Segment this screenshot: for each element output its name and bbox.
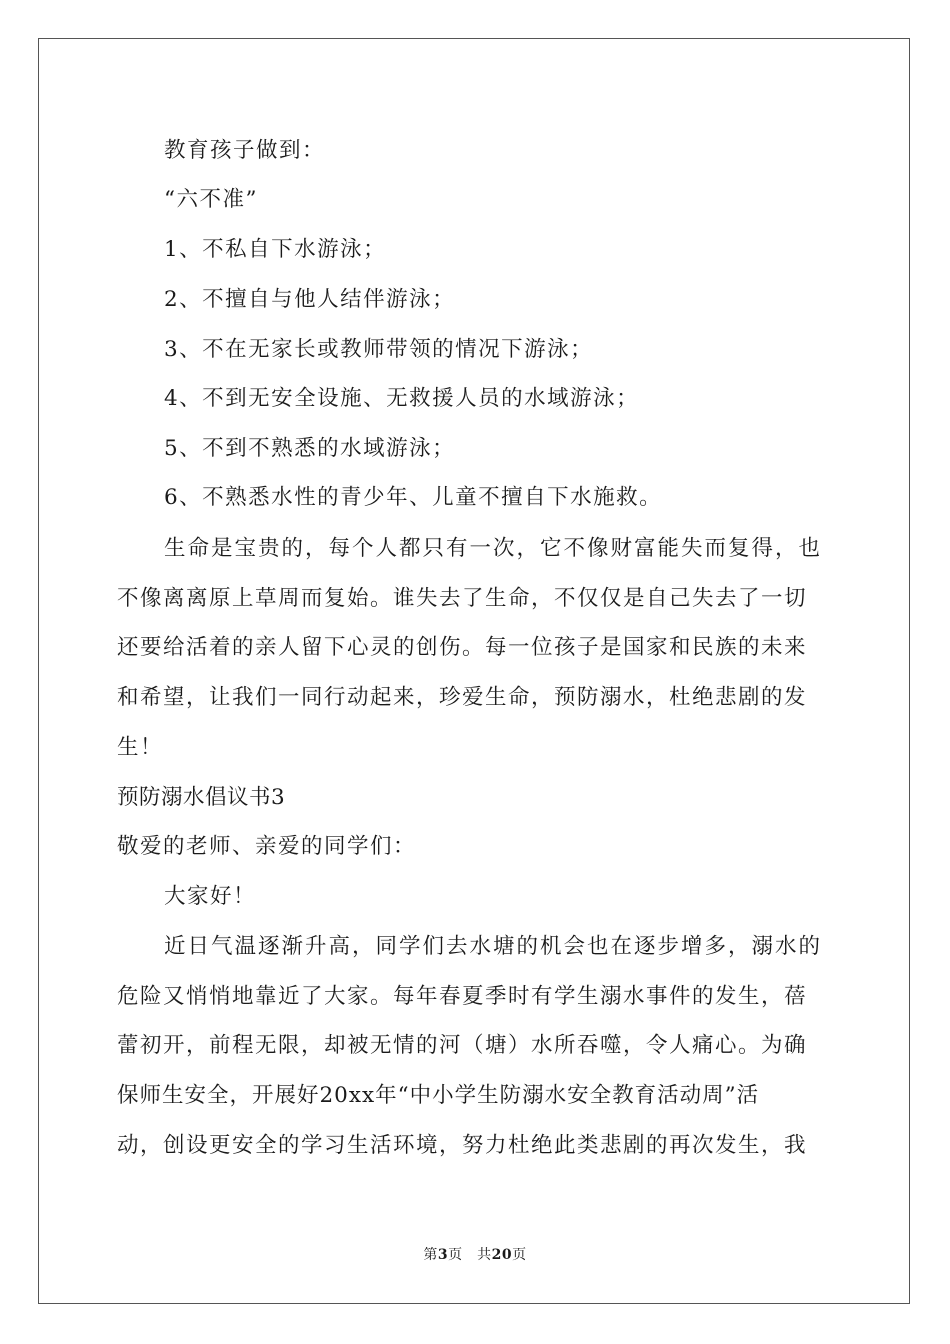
list-item: 1、不私自下水游泳； <box>164 237 387 262</box>
paragraph-line: 和希望，让我们一同行动起来，珍爱生命，预防溺水，杜绝悲剧的发 <box>117 685 808 710</box>
list-item: 2、不擅自与他人结伴游泳； <box>164 287 456 312</box>
page-border <box>38 38 910 1304</box>
list-item: 5、不到不熟悉的水域游泳； <box>164 436 456 461</box>
text-line: 教育孩子做到： <box>164 138 326 163</box>
paragraph-line: 还要给活着的亲人留下心灵的创伤。每一位孩子是国家和民族的未来 <box>117 635 808 660</box>
greeting: 大家好！ <box>164 884 257 909</box>
section-title: 预防溺水倡议书3 <box>117 785 286 810</box>
footer-page-number: 3 <box>437 1247 449 1263</box>
list-item: 3、不在无家长或教师带领的情况下游泳； <box>164 337 594 362</box>
paragraph-line: 不像离离原上草周而复始。谁失去了生命，不仅仅是自己失去了一切 <box>117 586 808 611</box>
list-item: 4、不到无安全设施、无救援人员的水域游泳； <box>164 386 640 411</box>
paragraph-line: 近日气温逐渐升高，同学们去水塘的机会也在逐步增多，溺水的 <box>164 934 823 959</box>
page-footer <box>0 1245 950 1265</box>
salutation: 敬爱的老师、亲爱的同学们： <box>117 834 417 859</box>
paragraph-line: 蕾初开，前程无限，却被无情的河（塘）水所吞噬，令人痛心。为确 <box>117 1033 808 1058</box>
footer-prefix: 第 <box>423 1247 438 1263</box>
text-line: “六不准” <box>164 187 258 212</box>
paragraph-line: 生！ <box>117 735 164 760</box>
paragraph-line: 动，创设更安全的学习生活环境，努力杜绝此类悲剧的再次发生，我 <box>117 1133 808 1158</box>
list-item: 6、不熟悉水性的青少年、儿童不擅自下水施救。 <box>164 485 663 510</box>
paragraph-line: 保师生安全，开展好20xx年“中小学生防溺水安全教育活动周”活 <box>117 1083 760 1108</box>
paragraph-line: 生命是宝贵的，每个人都只有一次，它不像财富能失而复得，也 <box>164 536 823 561</box>
footer-total-pages: 20 <box>491 1247 513 1263</box>
footer-mid: 页 共 <box>448 1247 492 1263</box>
paragraph-line: 危险又悄悄地靠近了大家。每年春夏季时有学生溺水事件的发生，蓓 <box>117 984 808 1009</box>
footer-suffix: 页 <box>512 1247 527 1263</box>
